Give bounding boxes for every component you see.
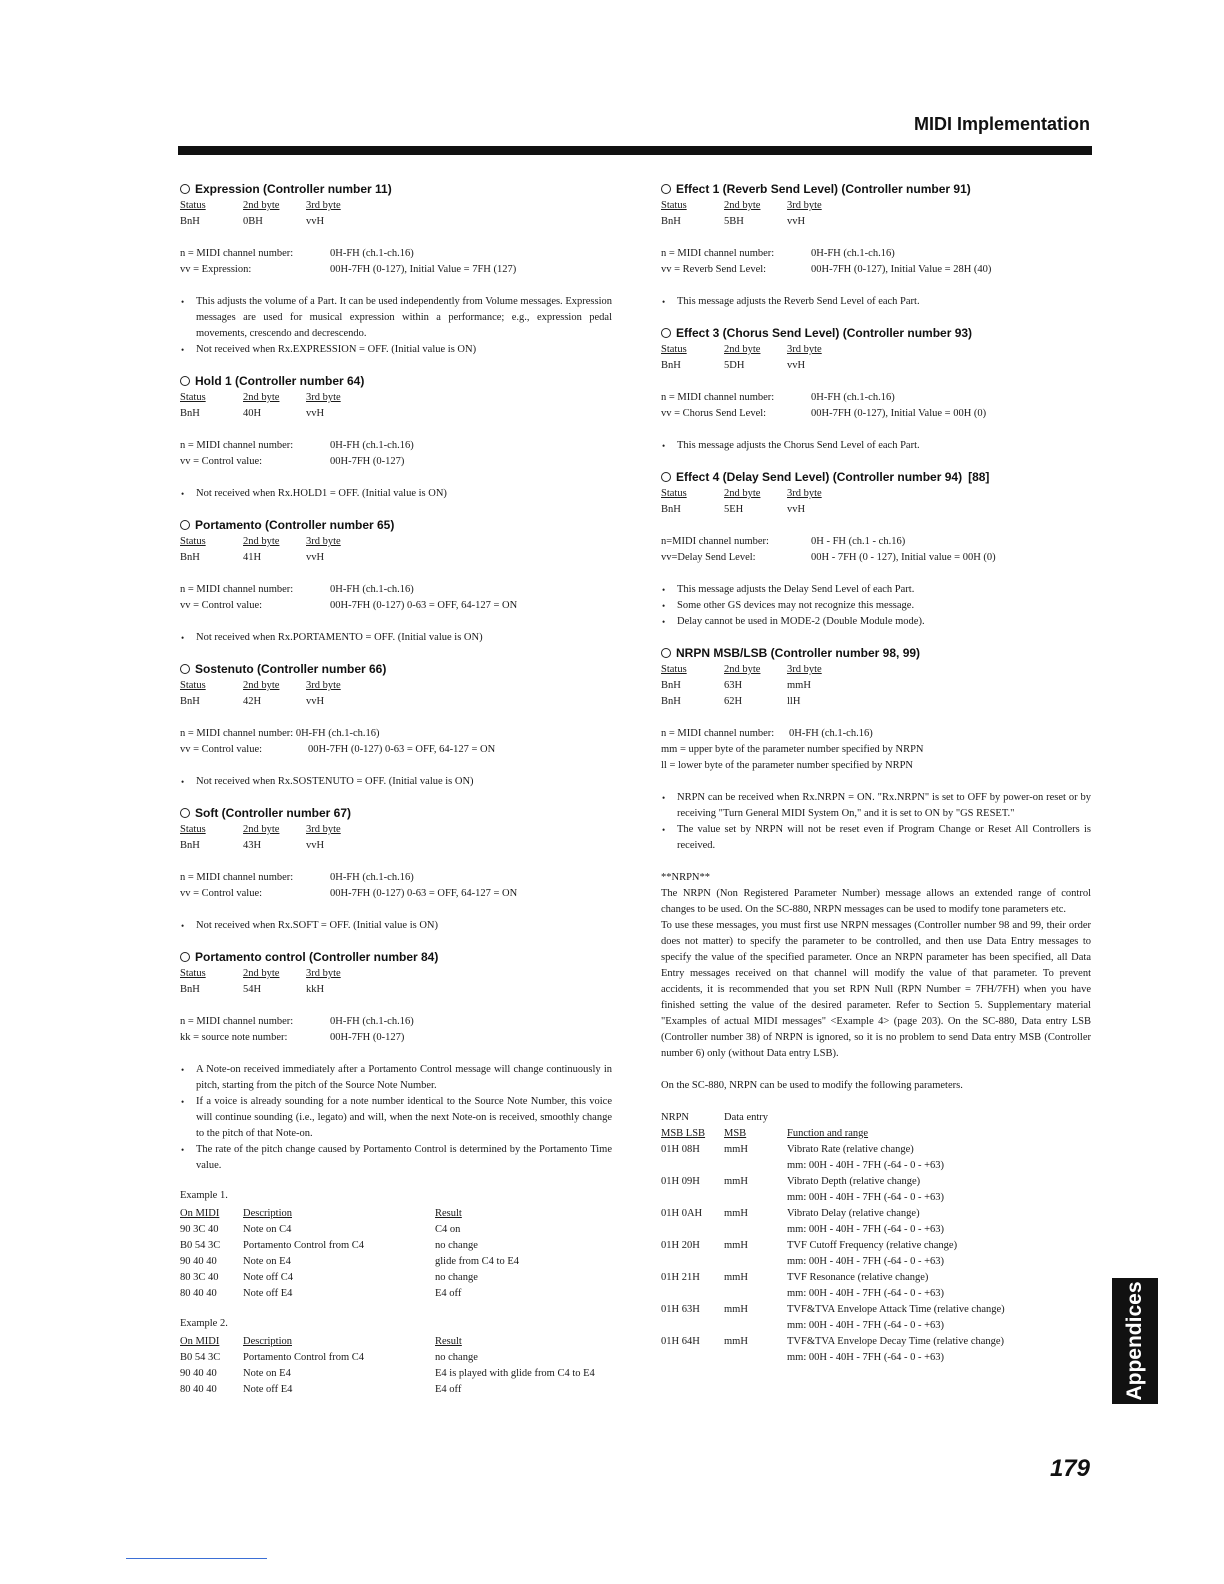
nrpn-table-row: 01H 63H mmH TVF&TVA Envelope Attack Time (relative change) mm: 00H - 40H - 7FH (-64 - 0 - +63) — [661, 1304, 1005, 1331]
byte-value-row: BnH 54H kkH — [180, 984, 325, 995]
section-nrpn — [661, 644, 1091, 1366]
note-item: • Not received when Rx.SOSTENUTO = OFF. (Initial value is ON) — [180, 774, 612, 790]
example-row: 90 40 40 Note on E4 E4 is played with glide from C4 to E4 — [180, 1368, 595, 1379]
example-row: 80 40 40 Note off E4 E4 off — [180, 1384, 462, 1395]
param-row: kk = source note number: 00H-7FH (0-127) — [180, 1032, 405, 1043]
example-row: B0 54 3C Portamento Control from C4 no change — [180, 1352, 478, 1363]
nrpn-table-row: 01H 09H mmH Vibrato Depth (relative change) mm: 00H - 40H - 7FH (-64 - 0 - +63) — [661, 1176, 944, 1203]
param-row: vv = Reverb Send Level: 00H-7FH (0-127), Initial Value = 28H (40) — [661, 264, 992, 275]
note-item: • This message adjusts the Reverb Send Level of each Part. — [661, 294, 1091, 310]
param-row: mm = upper byte of the parameter number specified by NRPN — [661, 744, 924, 755]
section-title: Soft (Controller number 67) — [180, 804, 612, 822]
example-row: 90 3C 40 Note on C4 C4 on — [180, 1224, 461, 1235]
section-title: Hold 1 (Controller number 64) — [180, 372, 612, 390]
circle-bullet-icon — [661, 472, 671, 482]
byte-header-row: Status 2nd byte 3rd byte — [180, 200, 341, 211]
byte-header-row: Status 2nd byte 3rd byte — [661, 200, 822, 211]
right-column — [661, 180, 1091, 1380]
param-row: vv = Control value: 00H-7FH (0-127) 0-63 = OFF, 64-127 = ON — [180, 600, 518, 611]
section-title: Sostenuto (Controller number 66) — [180, 660, 612, 678]
paragraph: The NRPN (Non Registered Parameter Number) message allows an extended range of control changes to be used. On the SC-880, NRPN messages can be used to modify tone parameters etc. — [661, 888, 1091, 915]
nrpn-table-header: NRPN Data entry MSB LSB MSB Function and range — [661, 1112, 869, 1139]
nrpn-table-row: 01H 21H mmH TVF Resonance (relative change) mm: 00H - 40H - 7FH (-64 - 0 - +63) — [661, 1272, 944, 1299]
nrpn-table-row: 01H 08H mmH Vibrato Rate (relative change) mm: 00H - 40H - 7FH (-64 - 0 - +63) — [661, 1144, 944, 1171]
section-portamento-control — [180, 948, 612, 1174]
section-title: Effect 1 (Reverb Send Level) (Controller number 91) — [661, 180, 1091, 198]
param-row: ll = lower byte of the parameter number specified by NRPN — [661, 760, 914, 771]
header-rule — [178, 146, 1092, 155]
nrpn-table-row: 01H 20H mmH TVF Cutoff Frequency (relative change) mm: 00H - 40H - 7FH (-64 - 0 - +63) — [661, 1240, 958, 1267]
param-row: vv = Control value: 00H-7FH (0-127) 0-63 = OFF, 64-127 = ON — [180, 744, 496, 755]
section-soft — [180, 804, 612, 934]
byte-value-row: BnH 5EH vvH — [661, 504, 806, 515]
note-item: • This message adjusts the Chorus Send Level of each Part. — [661, 438, 1091, 454]
section-expression — [180, 180, 612, 358]
param-row: n = MIDI channel number: 0H-FH (ch.1-ch.16) — [661, 248, 895, 259]
example-header-row: On MIDI Description Result — [180, 1208, 462, 1219]
circle-bullet-icon — [180, 376, 190, 386]
byte-value-row: BnH 0BH vvH — [180, 216, 325, 227]
example-label: Example 1. — [180, 1190, 228, 1201]
example-row: 80 3C 40 Note off C4 no change — [180, 1272, 478, 1283]
param-row: n=MIDI channel number: 0H - FH (ch.1 - ch.16) — [661, 536, 906, 547]
note-list — [180, 918, 612, 934]
note-item: • NRPN can be received when Rx.NRPN = ON. "Rx.NRPN" is set to OFF by power-on reset or by receiving "Turn General MIDI System On," and it is set to ON by "GS RESET." — [661, 790, 1091, 822]
left-column — [180, 180, 612, 1412]
note-item: • Delay cannot be used in MODE-2 (Double Module mode). — [661, 614, 1091, 630]
byte-header-row: Status 2nd byte 3rd byte — [180, 680, 341, 691]
note-item: • Not received when Rx.SOFT = OFF. (Initial value is ON) — [180, 918, 612, 934]
circle-bullet-icon — [180, 184, 190, 194]
byte-header-row: Status 2nd byte 3rd byte — [180, 392, 341, 403]
appendices-side-tab: Appendices — [1112, 1278, 1158, 1404]
byte-value-row: BnH 42H vvH — [180, 696, 325, 707]
section-effect4 — [661, 468, 1091, 630]
page-header-title: MIDI Implementation — [913, 114, 1090, 134]
example-row: 90 40 40 Note on E4 glide from C4 to E4 — [180, 1256, 519, 1267]
byte-header-row: Status 2nd byte 3rd byte — [661, 344, 822, 355]
model-tag: [88] — [968, 470, 990, 484]
note-list — [180, 294, 612, 358]
circle-bullet-icon — [180, 664, 190, 674]
paragraph: To use these messages, you must first use NRPN messages (Controller number 98 and 99, their order does not matter) to specify the parameter to be controlled, and then use Data Entry messages to specify the value of the specified parameter. Once an NRPN parameter has been specified, all Data Entry messages received on that channel will modify the value of that parameter. To prevent accidents, it is recommended that you set RPN Null (RPN Number = 7FH/7FH) when you have finished setting the value of the desired parameter. Refer to Section 5. Supplementary material "Examples of actual MIDI messages" <Example 4> (page 203). On the SC-880, Data entry LSB (Controller number 38) of NRPN is ignored, so it is no problem to send Data entry MSB (Controller number 6) only (without Data entry LSB). — [661, 920, 1091, 1059]
note-item: • Not received when Rx.HOLD1 = OFF. (Initial value is ON) — [180, 486, 612, 502]
section-sostenuto — [180, 660, 612, 790]
param-row: vv = Control value: 00H-7FH (0-127) — [180, 456, 405, 467]
section-title: Portamento control (Controller number 84) — [180, 948, 612, 966]
paragraph: On the SC-880, NRPN can be used to modify the following parameters. — [661, 1080, 963, 1091]
param-row: vv = Chorus Send Level: 00H-7FH (0-127), Initial Value = 00H (0) — [661, 408, 987, 419]
example-row: B0 54 3C Portamento Control from C4 no change — [180, 1240, 478, 1251]
footer-line — [126, 1558, 267, 1559]
byte-header-row: Status 2nd byte 3rd byte — [661, 664, 822, 675]
example-row: 80 40 40 Note off E4 E4 off — [180, 1288, 462, 1299]
note-list — [661, 790, 1091, 854]
param-row: n = MIDI channel number: 0H-FH (ch.1-ch.16) — [661, 392, 895, 403]
byte-header-row: Status 2nd byte 3rd byte — [180, 968, 341, 979]
page-number: 179 — [1049, 1455, 1090, 1482]
note-list — [661, 294, 1091, 310]
byte-value-row: BnH 40H vvH — [180, 408, 325, 419]
circle-bullet-icon — [180, 520, 190, 530]
param-row: n = MIDI channel number: 0H-FH (ch.1-ch.16) — [180, 872, 414, 883]
note-item: • A Note-on received immediately after a Portamento Control message will change continuously in pitch, starting from the pitch of the Source Note Number. — [180, 1062, 612, 1094]
param-row: n = MIDI channel number: 0H-FH (ch.1-ch.16) — [180, 584, 414, 595]
byte-value-row: BnH 5DH vvH — [661, 360, 806, 371]
nrpn-table-row: 01H 0AH mmH Vibrato Delay (relative change) mm: 00H - 40H - 7FH (-64 - 0 - +63) — [661, 1208, 944, 1235]
note-item: • This adjusts the volume of a Part. It can be used independently from Volume messages. Expression messages are used for musical expression within a performance; e.g., expression pedal movements, crescendo and decrescendo. — [180, 294, 612, 342]
circle-bullet-icon — [661, 184, 671, 194]
section-portamento — [180, 516, 612, 646]
param-row: vv = Expression: 00H-7FH (0-127), Initial Value = 7FH (127) — [180, 264, 517, 275]
param-row: vv=Delay Send Level: 00H - 7FH (0 - 127), Initial value = 00H (0) — [661, 552, 996, 563]
byte-header-row: Status 2nd byte 3rd byte — [180, 824, 341, 835]
byte-value-row: BnH 43H vvH — [180, 840, 325, 851]
example-header-row: On MIDI Description Result — [180, 1336, 462, 1347]
note-item: • The value set by NRPN will not be reset even if Program Change or Reset All Controllers is received. — [661, 822, 1091, 854]
note-item: • This message adjusts the Delay Send Level of each Part. — [661, 582, 1091, 598]
example-2 — [180, 1316, 612, 1398]
circle-bullet-icon — [661, 328, 671, 338]
section-title: Portamento (Controller number 65) — [180, 516, 612, 534]
note-list — [661, 438, 1091, 454]
circle-bullet-icon — [661, 648, 671, 658]
section-effect1 — [661, 180, 1091, 310]
section-title: Effect 4 (Delay Send Level) (Controller number 94) [88] — [661, 468, 1091, 486]
example-label: Example 2. — [180, 1318, 228, 1329]
byte-value-row: BnH 5BH vvH — [661, 216, 806, 227]
note-list — [661, 582, 1091, 630]
param-row: n = MIDI channel number: 0H-FH (ch.1-ch.16) — [180, 248, 414, 259]
note-list — [180, 486, 612, 502]
note-list — [180, 630, 612, 646]
note-heading: **NRPN** — [661, 872, 711, 883]
note-item: • Not received when Rx.PORTAMENTO = OFF. (Initial value is ON) — [180, 630, 612, 646]
param-row: vv = Control value: 00H-7FH (0-127) 0-63 = OFF, 64-127 = ON — [180, 888, 518, 899]
param-row: n = MIDI channel number: 0H-FH (ch.1-ch.16) — [180, 1016, 414, 1027]
section-effect3 — [661, 324, 1091, 454]
section-hold — [180, 372, 612, 502]
section-title: NRPN MSB/LSB (Controller number 98, 99) — [661, 644, 1091, 662]
note-item: • If a voice is already sounding for a note number identical to the Source Note Number, this voice will continue sounding (i.e., legato) and will, when the next Note-on is received, smoothly change to the pitch of that Note-on. — [180, 1094, 612, 1142]
section-title: Expression (Controller number 11) — [180, 180, 612, 198]
byte-header-row: Status 2nd byte 3rd byte — [661, 488, 822, 499]
note-list — [180, 774, 612, 790]
example-1 — [180, 1188, 612, 1302]
param-row: n = MIDI channel number: 0H-FH (ch.1-ch.16) — [661, 728, 873, 739]
byte-value-row: BnH 62H llH — [661, 696, 801, 707]
byte-header-row: Status 2nd byte 3rd byte — [180, 536, 341, 547]
section-title: Effect 3 (Chorus Send Level) (Controller number 93) — [661, 324, 1091, 342]
note-list — [180, 1062, 612, 1174]
circle-bullet-icon — [180, 808, 190, 818]
note-item: • Some other GS devices may not recognize this message. — [661, 598, 1091, 614]
nrpn-table-row: 01H 64H mmH TVF&TVA Envelope Decay Time (relative change) mm: 00H - 40H - 7FH (-64 - 0 - +63) — [661, 1336, 1005, 1363]
param-row: n = MIDI channel number: 0H-FH (ch.1-ch.16) — [180, 728, 380, 739]
note-item: • The rate of the pitch change caused by Portamento Control is determined by the Portamento Time value. — [180, 1142, 612, 1174]
note-item: • Not received when Rx.EXPRESSION = OFF. (Initial value is ON) — [180, 342, 612, 358]
circle-bullet-icon — [180, 952, 190, 962]
byte-value-row: BnH 63H mmH — [661, 680, 811, 691]
param-row: n = MIDI channel number: 0H-FH (ch.1-ch.16) — [180, 440, 414, 451]
byte-value-row: BnH 41H vvH — [180, 552, 325, 563]
